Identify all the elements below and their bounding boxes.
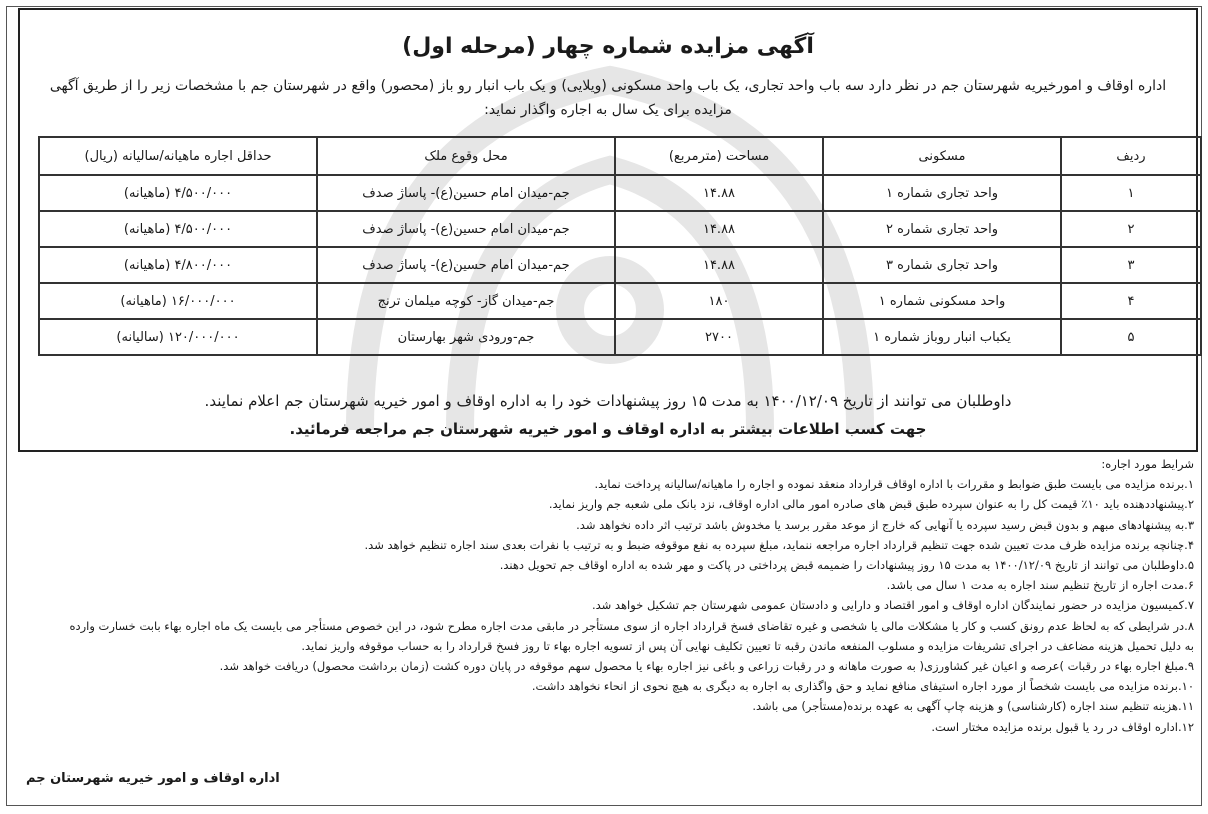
signature: اداره اوقاف و امور خیریه شهرستان جم (26, 771, 280, 786)
cell-row-number: ۲ (1061, 211, 1201, 247)
condition-item: ۱۱.هزینه تنظیم سند اجاره (کارشناسی) و هزینه چاپ آگهی به عهده برنده(مستأجر) می باشد. (752, 699, 1194, 714)
intro-paragraph: اداره اوقاف و امورخیریه شهرستان جم در نظر دارد سه باب واحد تجاری، یک باب واحد مسکونی (ویلایی) و یک باب انبار رو باز (محصور) واقع در شهرستان جم با مشخصات زیر را از طریق آگهی مزایده برای یک سال به اجاره واگذار نماید: (49, 78, 1167, 118)
table-header-row (39, 137, 1201, 175)
info-notice: جهت کسب اطلاعات بیشتر به اداره اوقاف و امور خیریه شهرستان جم مراجعه فرمائید. (289, 420, 927, 438)
main-box (18, 8, 1198, 452)
cell-row-number: ۵ (1061, 319, 1201, 355)
cell-rent: ۴/۵۰۰/۰۰۰ (ماهیانه) (39, 175, 317, 211)
condition-item: ۲.پیشنهاددهنده باید ۱۰٪ قیمت کل را به عنوان سپرده طبق قبض های صادره امور مالی اداره اوقاف، نزد بانک ملی شعبه جم واریز نماید. (548, 497, 1194, 512)
header-row-number: ردیف (1061, 137, 1201, 175)
advertisement (6, 6, 1198, 806)
page-title: آگهی مزایده شماره چهار (مرحله اول) (402, 34, 814, 59)
cell-location: جم-میدان امام حسین(ع)- پاساژ صدف (317, 211, 615, 247)
table-row (39, 283, 1201, 319)
cell-rent: ۱۲۰/۰۰۰/۰۰۰ (سالیانه) (39, 319, 317, 355)
cell-type: واحد مسکونی شماره ۱ (823, 283, 1061, 319)
cell-area: ۱۴.۸۸ (615, 175, 823, 211)
cell-location: جم-میدان امام حسین(ع)- پاساژ صدف (317, 175, 615, 211)
header-type: مسکونی (823, 137, 1061, 175)
cell-row-number: ۱ (1061, 175, 1201, 211)
cell-location: جم-ورودی شهر بهارستان (317, 319, 615, 355)
cell-location: جم-میدان امام حسین(ع)- پاساژ صدف (317, 247, 615, 283)
header-location: محل وقوع ملک (317, 137, 615, 175)
condition-item: ۱.برنده مزایده می بایست طبق ضوابط و مقررات با اداره اوقاف قرارداد منعقد نموده و اجاره را ماهیانه/سالیانه پرداخت نماید. (594, 477, 1194, 492)
cell-location: جم-میدان گاز- کوچه میلمان ترنج (317, 283, 615, 319)
cell-type: واحد تجاری شماره ۲ (823, 211, 1061, 247)
cell-type: واحد تجاری شماره ۳ (823, 247, 1061, 283)
condition-item: ۱۰.برنده مزایده می بایست شخصاً از مورد اجاره استیفای منافع نماید و حق واگذاری به اجاره به دیگری به هیچ نحوی از انحاء نخواهد داشت. (531, 679, 1194, 694)
condition-item: ۱۲.اداره اوقاف در رد یا قبول برنده مزایده مختار است. (931, 719, 1194, 734)
property-table (38, 136, 1202, 356)
header-area: مساحت (مترمربع) (615, 137, 823, 175)
condition-item: ۵.داوطلبان می توانند از تاریخ ۱۴۰۰/۱۲/۰۹ به مدت ۱۵ روز پیشنهادات را ضمیمه قبض پرداختی در پاکت و مهر شده به اداره اوقاف جم تحویل دهند. (499, 558, 1194, 573)
cell-row-number: ۴ (1061, 283, 1201, 319)
table-row (39, 319, 1201, 355)
cell-rent: ۱۶/۰۰۰/۰۰۰ (ماهیانه) (39, 283, 317, 319)
condition-item: ۹.مبلغ اجاره بهاء در رقبات )عرصه و اعیان غیر کشاورزی( به صورت ماهانه و در رقبات زراعی و باغی نیز اجاره بهاء یا محصول سهم موقوفه در پایان دوره کشت (زمان برداشت محصول) دریافت خواهد شد. (219, 659, 1194, 674)
table-row (39, 175, 1201, 211)
cell-area: ۱۴.۸۸ (615, 211, 823, 247)
cell-area: ۲۷۰۰ (615, 319, 823, 355)
condition-item: به دلیل تحمیل هزینه مضاعف در اجرای تشریفات مزایده و مسلوب المنفعه ماندن رقبه تا تعیین تکلیف نهایی آن پس از تسویه اجاره بهاء تا روز فسخ قرارداد را به حساب موقوفه واریز نماید. (301, 638, 1194, 653)
table-row (39, 247, 1201, 283)
condition-item: ۷.کمیسیون مزایده در حضور نمایندگان اداره اوقاف و امور اقتصاد و دارایی و دادستان عمومی شهرستان جم تشکیل خواهد شد. (591, 598, 1194, 613)
cell-row-number: ۳ (1061, 247, 1201, 283)
deadline-notice: داوطلبان می توانند از تاریخ ۱۴۰۰/۱۲/۰۹ به مدت ۱۵ روز پیشنهادات خود را به اداره اوقاف و امور خیریه شهرستان جم اعلام نمایند. (204, 392, 1012, 410)
cell-type: واحد تجاری شماره ۱ (823, 175, 1061, 211)
cell-type: یکباب انبار روباز شماره ۱ (823, 319, 1061, 355)
conditions-heading: شرایط مورد اجاره: (1101, 457, 1194, 471)
header-rent: حداقل اجاره ماهیانه/سالیانه (ریال) (39, 137, 317, 175)
conditions-list (10, 454, 1194, 737)
condition-item: ۴.چنانچه برنده مزایده ظرف مدت تعیین شده جهت تنظیم قرارداد اجاره مراجعه ننماید، مبلغ سپرده به نفع موقوفه ضبط و به ترتیب با نفرات بعدی سند اجاره تنظیم خواهد شد. (364, 537, 1194, 552)
table-row (39, 211, 1201, 247)
cell-rent: ۴/۸۰۰/۰۰۰ (ماهیانه) (39, 247, 317, 283)
condition-item: ۸.در شرایطی که به لحاظ عدم رونق کسب و کار یا مشکلات مالی یا شخصی و غیره تقاضای فسخ قرارداد اجاره از سوی مستأجر در مابقی مدت اجاره مطرح شود، در این خصوص مستأجر می بایست یک ماه اجاره بهاء بابت خسارت وارده (69, 618, 1194, 633)
cell-area: ۱۸۰ (615, 283, 823, 319)
cell-rent: ۴/۵۰۰/۰۰۰ (ماهیانه) (39, 211, 317, 247)
cell-area: ۱۴.۸۸ (615, 247, 823, 283)
condition-item: ۳.به پیشنهادهای مبهم و بدون قبض رسید سپرده یا آنهایی که خارج از موعد مقرر برسد یا مخدوش باشد ترتیب اثر داده نخواهد شد. (576, 517, 1194, 532)
condition-item: ۶.مدت اجاره از تاریخ تنظیم سند اجاره به مدت ۱ سال می باشد. (886, 578, 1194, 593)
